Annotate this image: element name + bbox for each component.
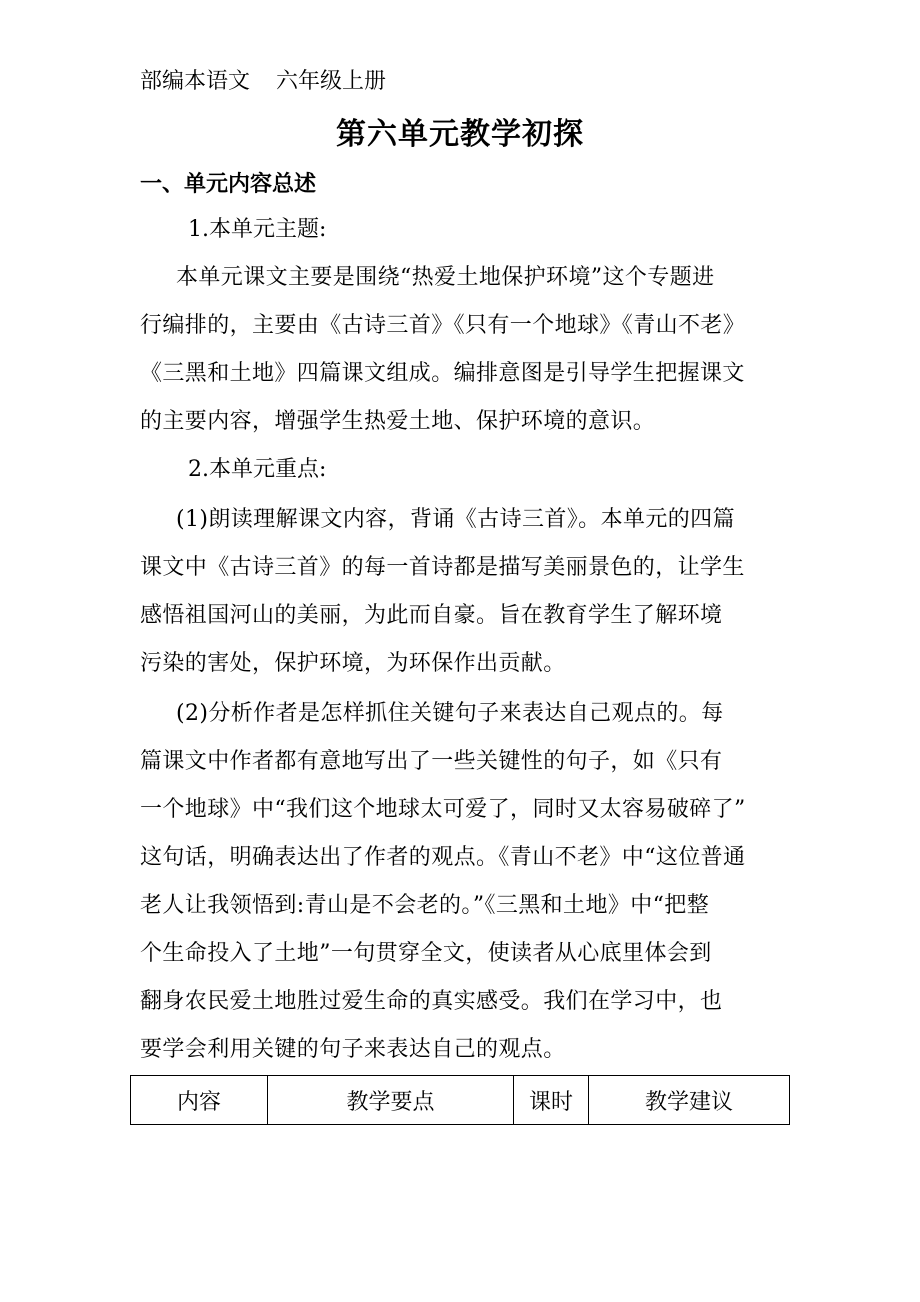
column-header-content: 内容 — [131, 1076, 268, 1125]
column-header-teaching-points: 教学要点 — [268, 1076, 514, 1125]
table-header-row — [131, 1076, 790, 1125]
paragraph-line: 课文中《古诗三首》的每一首诗都是描写美丽景色的，让学生 — [140, 555, 745, 580]
document-header — [140, 62, 386, 102]
page-title: 第六单元教学初探 — [336, 117, 584, 152]
teaching-plan-table — [130, 1075, 790, 1125]
textbook-edition: 部编本语文 — [140, 69, 251, 94]
subheading-unit-focus: 2.本单元重点: — [188, 457, 327, 482]
paragraph-line: 老人让我领悟到:青山是不会老的。”《三黑和土地》中“把整 — [140, 893, 710, 918]
column-header-class-hours: 课时 — [514, 1076, 589, 1125]
paragraph-line: 污染的害处，保护环境，为环保作出贡献。 — [140, 651, 566, 676]
paragraph-line: 《三黑和土地》四篇课文组成。编排意图是引导学生把握课文 — [140, 361, 745, 386]
paragraph-focus-point-2 — [140, 690, 790, 1074]
paragraph-line: (2)分析作者是怎样抓住关键句子来表达自己观点的。每 — [176, 701, 724, 726]
paragraph-line: 个生命投入了土地”一句贯穿全文，使读者从心底里体会到 — [140, 941, 712, 966]
paragraph-line: 翻身农民爱土地胜过爱生命的真实感受。我们在学习中，也 — [140, 989, 723, 1014]
section-heading-overview: 一、单元内容总述 — [140, 171, 317, 197]
subheading-unit-theme: 1.本单元主题: — [188, 217, 327, 242]
paragraph-line: 要学会利用关键的句子来表达自己的观点。 — [140, 1037, 566, 1062]
grade-volume: 六年级上册 — [276, 69, 387, 94]
paragraph-line: 的主要内容，增强学生热爱土地、保护环境的意识。 — [140, 409, 656, 434]
paragraph-line: 一个地球》中“我们这个地球太可爱了，同时又太容易破碎了” — [140, 797, 746, 822]
paragraph-line: 行编排的，主要由《古诗三首》《只有一个地球》《青山不老》 — [140, 313, 746, 338]
paragraph-line: 篇课文中作者都有意地写出了一些关键性的句子，如《只有 — [140, 749, 723, 774]
paragraph-unit-theme — [140, 254, 790, 446]
paragraph-line: (1)朗读理解课文内容，背诵《古诗三首》。本单元的四篇 — [176, 507, 735, 532]
paragraph-line: 感悟祖国河山的美丽，为此而自豪。旨在教育学生了解环境 — [140, 603, 723, 628]
paragraph-focus-point-1 — [140, 496, 790, 688]
paragraph-line: 这句话，明确表达出了作者的观点。《青山不老》中“这位普通 — [140, 845, 746, 870]
paragraph-line: 本单元课文主要是围绕“热爱土地保护环境”这个专题进 — [176, 265, 715, 290]
column-header-teaching-advice: 教学建议 — [589, 1076, 790, 1125]
